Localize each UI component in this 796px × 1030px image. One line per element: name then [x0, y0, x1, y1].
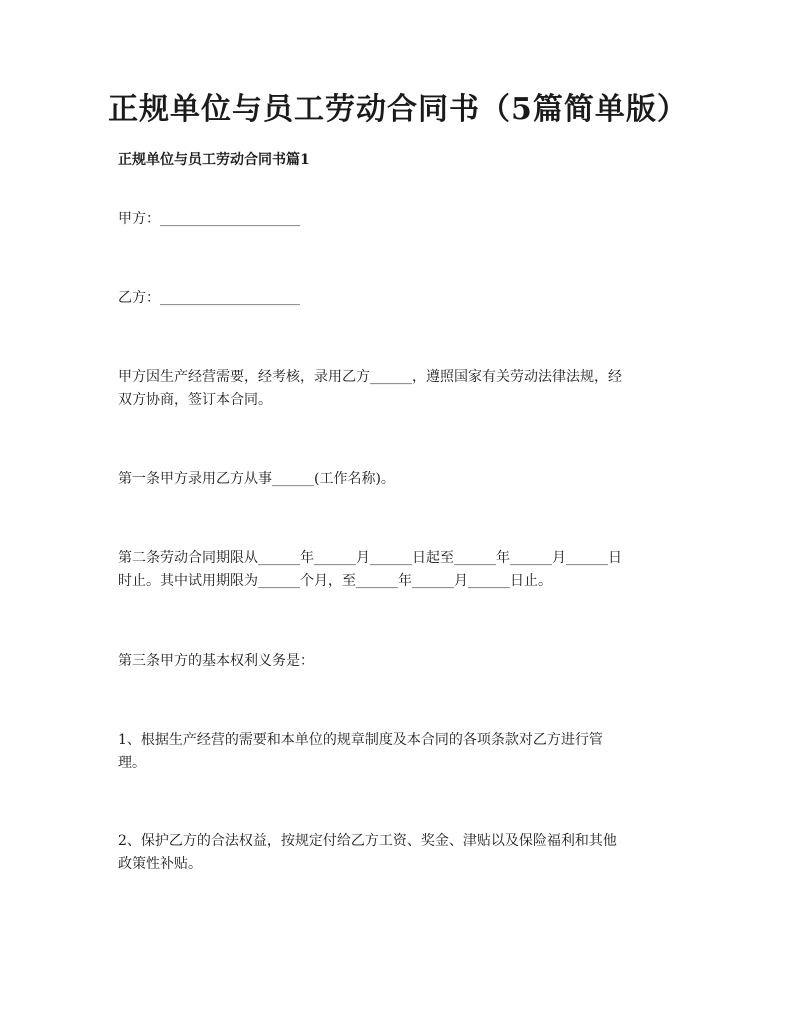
paragraph-line: 1、根据生产经营的需要和本单位的规章制度及本合同的各项条款对乙方进行管: [118, 732, 603, 748]
party-a-line: [118, 208, 683, 231]
paragraph-line: 第一条甲方录用乙方从事______(工作名称)。: [118, 471, 395, 487]
paragraph-line: 第三条甲方的基本权利义务是：: [118, 653, 314, 669]
party-b-line: [118, 287, 683, 310]
paragraph-item-1: [118, 729, 683, 775]
paragraph-article-2: [118, 547, 683, 593]
section-heading: 正规单位与员工劳动合同书篇1: [118, 152, 310, 168]
paragraph-line: 时止。其中试用期限为______个月，至______年______月______日止。: [118, 573, 552, 589]
paragraph-article-3: [118, 650, 683, 673]
page-title: 正规单位与员工劳动合同书（5篇简单版）: [108, 92, 688, 127]
paragraph-line: 政策性补贴。: [118, 856, 202, 872]
party-a-text: 甲方：____________________: [118, 211, 300, 227]
paragraph-line: 甲方因生产经营需要，经考核，录用乙方______，遵照国家有关劳动法律法规，经: [118, 369, 622, 385]
party-b-text: 乙方：____________________: [118, 290, 300, 306]
paragraph-item-2: [118, 830, 683, 876]
paragraph-line: 理。: [118, 755, 146, 771]
paragraph-line: 2、保护乙方的合法权益，按规定付给乙方工资、奖金、津贴以及保险福利和其他: [118, 833, 617, 849]
paragraph-intro: [118, 366, 683, 412]
paragraph-line: 第二条劳动合同期限从______年______月______日起至______年______月______日: [118, 550, 622, 566]
paragraph-article-1: [118, 468, 683, 491]
paragraph-line: 双方协商，签订本合同。: [118, 392, 272, 408]
